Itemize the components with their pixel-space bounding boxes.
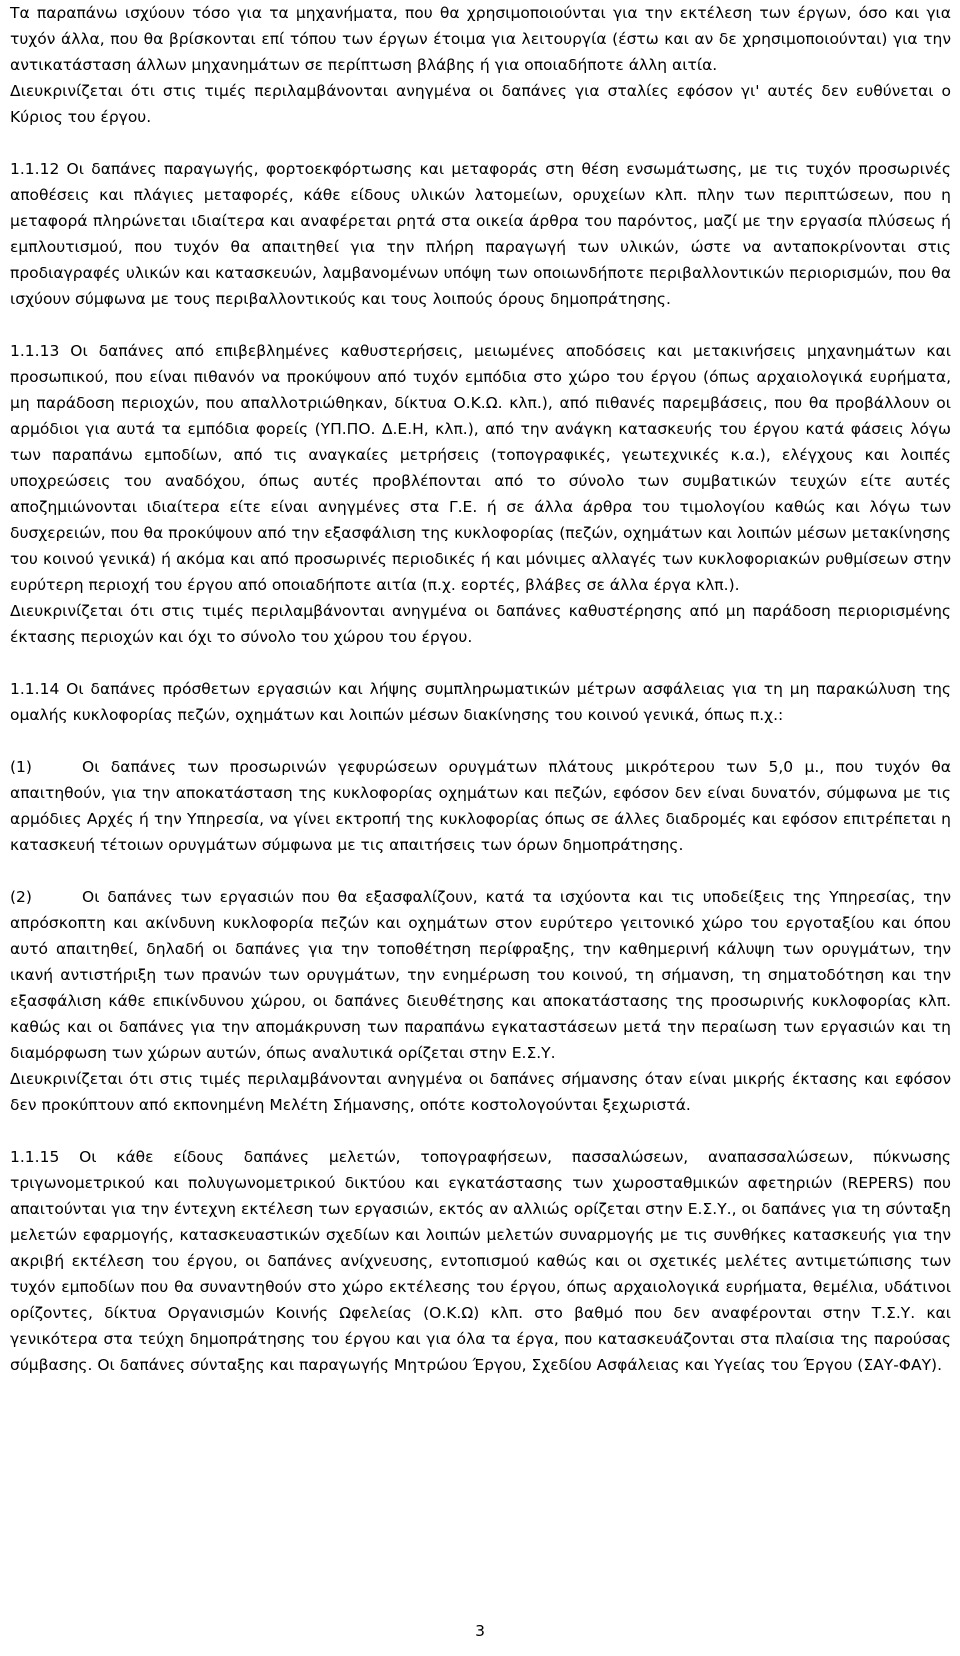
paragraph-1-1-12: 1.1.12 Οι δαπάνες παραγωγής, φορτοεκφόρτωσης και μεταφοράς στη θέση ενσωμάτωσης, με τις τυχόν προσωρινές αποθέσεις και πλάγιες μεταφορές, κάθε είδους υλικών λατομείων, ορυχείων κλπ. πλην των περιπτώσεων, που η μεταφορά πληρώνεται ιδιαίτερα και αναφέρεται ρητά στα οικεία άρθρα του παρόντος, μαζί με την εργασία πλύσεως ή εμπλουτισμού, που τυχόν θα απαιτηθεί για την πλήρη παραγωγή των υλικών, ώστε να ανταποκρίνονται στις προδιαγραφές υλικών και κατασκευών, λαμβανομένων υπόψη των οποιωνδήποτε περιβαλλοντικών περιορισμών, που θα ισχύουν σύμφωνα με τους περιβαλλοντικούς και τους λοιπούς όρους δημοπράτησης. <box>10 160 951 308</box>
paragraph-1-1-13: 1.1.13 Οι δαπάνες από επιβεβλημένες καθυστερήσεις, μειωμένες αποδόσεις και μετακινήσεις μηχανημάτων και προσωπικού, που είναι πιθανόν να προκύψουν από τυχόν εμπόδια στο χώρο του έργου (όπως αρχαιολογικά ευρήματα, μη παράδοση περιοχών, που απαλλοτριώθηκαν, δίκτυα Ο.Κ.Ω. κλπ.), από πιθανές παρεμβάσεις, που θα προβάλλουν οι αρμόδιοι για αυτά τα εμπόδια φορείς (ΥΠ.ΠΟ. Δ.Ε.Η, κλπ.), από την ανάγκη κατασκευής του έργου κατά φάσεις λόγω των παραπάνω εμποδίων, από τις αναγκαίες μετρήσεις (τοπογραφικές, γεωτεχνικές κ.α.), ελέγχους και λοιπές υποχρεώσεις του αναδόχου, όπως αυτές προβλέπονται από το σύνολο των συμβατικών τευχών είτε αυτές αποζημιώνονται ιδιαίτερα είτε είναι ανηγμένες στα Γ.Ε. ή σε άλλα άρθρα του τιμολογίου καθώς και λόγω των δυσχερειών, που θα προκύψουν από την εξασφάλιση της κυκλοφορίας (πεζών, οχημάτων και λοιπών μέσων μετακίνησης του κοινού γενικά) ή ακόμα και από προσωρινές περιοδικές ή και μόνιμες αλλαγές των κυκλοφοριακών ρυθμίσεων στην ευρύτερη περιοχή του έργου από οποιαδήποτε αιτία (π.χ. εορτές, βλάβες σε άλλα έργα κλπ.). <box>10 342 951 594</box>
paragraph-item-2-clarification: Διευκρινίζεται ότι στις τιμές περιλαμβάνονται ανηγμένα οι δαπάνες σήμανσης όταν είναι μικρής έκτασης και εφόσον δεν προκύπτουν από εκπονημένη Μελέτη Σήμανσης, οπότε κοστολογούνται ξεχωριστά. <box>10 1070 951 1114</box>
paragraph-1-1-14: 1.1.14 Οι δαπάνες πρόσθετων εργασιών και λήψης συμπληρωματικών μέτρων ασφάλειας για τη μη παρακώλυση της ομαλής κυκλοφορίας πεζών, οχημάτων και λοιπών μέσων διακίνησης του κοινού γενικά, όπως π.χ.: <box>10 680 951 724</box>
paragraph-intro: Τα παραπάνω ισχύουν τόσο για τα μηχανήματα, που θα χρησιμοποιούνται για την εκτέλεση των έργων, όσο και για τυχόν άλλα, που θα βρίσκονται επί τόπου των έργων έτοιμα για λειτουργία (έστω και αν δε χρησιμοποιούνται) για την αντικατάσταση άλλων μηχανημάτων σε περίπτωση βλάβης ή για οποιαδήποτε άλλη αιτία. <box>10 4 951 74</box>
list-item-number: (1) <box>10 758 32 776</box>
paragraph-intro-clarification: Διευκρινίζεται ότι στις τιμές περιλαμβάνονται ανηγμένα οι δαπάνες για σταλίες εφόσον γι' αυτές δεν ευθύνεται ο Κύριος του έργου. <box>10 82 951 126</box>
paragraph-1-1-15: 1.1.15 Οι κάθε είδους δαπάνες μελετών, τοπογραφήσεων, πασσαλώσεων, αναπασσαλώσεων, πύκνωσης τριγωνομετρικού και πολυγωνομετρικού δικτύου και εγκατάστασης των χωροσταθμικών αφετηριών (REPERS) που απαιτούνται για την έντεχνη εκτέλεση των εργασιών, εκτός αν αλλιώς ορίζεται στην Ε.Σ.Υ., οι δαπάνες για τη σύνταξη μελετών εφαρμογής, κατασκευαστικών σχεδίων και λοιπών μελετών συναρμογής με τις συνθήκες κατασκευής για την ακριβή εκτέλεση του έργου, οι δαπάνες ανίχνευσης, εντοπισμού καθώς και οι σχετικές μελέτες αντιμετώπισης των τυχόν εμποδίων που θα συναντηθούν στο χώρο εκτέλεσης του έργου, όπως αρχαιολογικά ευρήματα, θεμέλια, υδάτινοι ορίζοντες, δίκτυα Οργανισμών Κοινής Ωφελείας (Ο.Κ.Ω) κλπ. στο βαθμό που δεν αναφέρονται στην Τ.Σ.Υ. και γενικότερα στα τεύχη δημοπράτησης του έργου και για όλα τα έργα, που κατασκευάζονται στα πλαίσια της παρούσας σύμβασης. Οι δαπάνες σύνταξης και παραγωγής Μητρώου Έργου, Σχεδίου Ασφάλειας και Υγείας του Έργου (ΣΑΥ-ΦΑΥ). <box>10 1148 951 1374</box>
list-item-number: (2) <box>10 888 32 906</box>
list-item-1 <box>10 754 951 858</box>
paragraph-1-1-13-clarification: Διευκρινίζεται ότι στις τιμές περιλαμβάνονται ανηγμένα οι δαπάνες καθυστέρησης από μη παράδοση περιορισμένης έκτασης περιοχών και όχι το σύνολο του χώρου του έργου. <box>10 602 951 646</box>
list-item-text: Οι δαπάνες των εργασιών που θα εξασφαλίζουν, κατά τα ισχύοντα και τις υποδείξεις της Υπηρεσίας, την απρόσκοπτη και ακίνδυνη κυκλοφορία πεζών και οχημάτων στον ευρύτερο γειτονικό χώρο του εργοταξίου και όπου αυτό απαιτηθεί, δηλαδή οι δαπάνες για την τοποθέτηση περίφραξης, την καθημερινή κάλυψη των ορυγμάτων, την ικανή αντιστήριξη των πρανών των ορυγμάτων, την ενημέρωση του κοινού, τη σήμανση, τη σηματοδότηση και την εξασφάλιση κάθε επικίνδυνου χώρου, οι δαπάνες διευθέτησης και αποκατάστασης της προσωρινής κυκλοφορίας κλπ. καθώς και οι δαπάνες για την απομάκρυνση των παραπάνω εγκαταστάσεων μετά την περαίωση των εργασιών και τη διαμόρφωση των χώρων αυτών, όπως αναλυτικά ορίζεται στην Ε.Σ.Υ. <box>10 888 951 1062</box>
list-item-text: Οι δαπάνες των προσωρινών γεφυρώσεων ορυγμάτων πλάτους μικρότερου των 5,0 μ., που τυχόν θα απαιτηθούν, για την αποκατάσταση της κυκλοφορίας οχημάτων και πεζών, εφόσον δεν είναι δυνατόν, σύμφωνα με τις αρμόδιες Αρχές ή την Υπηρεσία, να γίνει εκτροπή της κυκλοφορίας όπως σε άλλες διαδρομές και εφόσον επιτρέπεται η κατασκευή τέτοιων ορυγμάτων σύμφωνα με τις απαιτήσεις των όρων δημοπράτησης. <box>10 758 951 854</box>
list-item-2 <box>10 884 951 1066</box>
page-number: 3 <box>475 1622 485 1640</box>
